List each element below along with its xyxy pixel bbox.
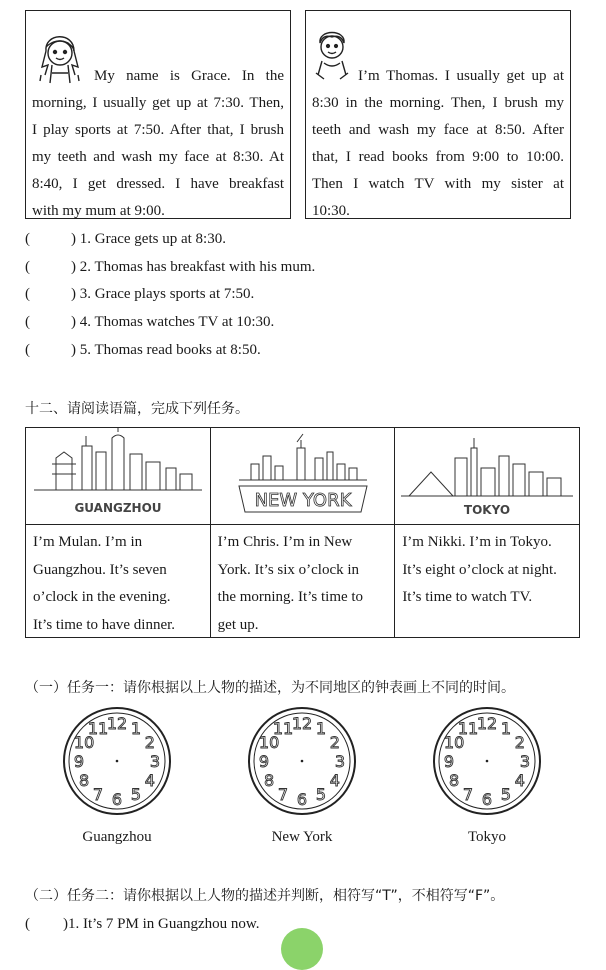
grace-line-2: morning, I usually get up at 7:30. Then, (32, 95, 284, 111)
clock-number: 8 (79, 771, 90, 790)
newyork-line-2: York. It’s six o’clock in (217, 561, 360, 578)
guangzhou-image-cell (26, 428, 211, 525)
task-1-title: （一）任务一：请你根据以上人物的描述，为不同地区的钟表画上不同的时间。 (25, 680, 515, 696)
guangzhou-skyline-icon (26, 428, 210, 524)
newyork-text-cell (210, 525, 395, 638)
clock-label-tokyo: Tokyo (467, 829, 507, 845)
clock-number: 9 (443, 752, 455, 771)
clock-face-icon (432, 706, 542, 816)
clock-number: 11 (87, 719, 109, 739)
newyork-line-4: get up. (217, 616, 259, 633)
clock-number: 2 (514, 733, 525, 752)
clock-number: 4 (514, 771, 525, 790)
grace-line-5: 8:40, I get dressed. I have breakfast (32, 176, 284, 192)
grace-line-3: I play sports at 7:50. After that, I brush (32, 122, 284, 138)
grace-line-4: my teeth and wash my face at 8:30. At (32, 149, 284, 165)
clock-number: 2 (329, 733, 340, 752)
clock-label-newyork: New York (271, 829, 333, 845)
guangzhou-line-1: I’m Mulan. I’m in (33, 534, 143, 550)
newyork-label: NEW YORK (254, 490, 352, 511)
task-2-title: （二）任务二：请你根据以上人物的描述并判断，相符写“T”，不相符写“F”。 (25, 888, 505, 904)
clock-face-icon (62, 706, 172, 816)
newyork-skyline-icon (211, 428, 395, 524)
clock-number: 3 (334, 752, 346, 771)
clock-number: 12 (106, 714, 128, 733)
clock-number: 10 (73, 733, 95, 752)
guangzhou-label: GUANGZHOU (74, 501, 162, 515)
clock-tokyo[interactable] (432, 706, 542, 816)
thomas-line-4: that, I read books from 9:00 to 10:00. (312, 149, 564, 165)
guangzhou-line-4: It’s time to have dinner. (33, 616, 176, 633)
newyork-image-cell (210, 428, 395, 525)
thomas-line-1: I’m Thomas. I usually get up at (358, 68, 564, 84)
tokyo-line-1: I’m Nikki. I’m in Tokyo. (402, 534, 552, 550)
judgement-item-1[interactable]: ( ) 1. Grace gets up at 8:30. (25, 231, 226, 247)
city-table (25, 427, 580, 638)
clock-number: 3 (519, 752, 531, 771)
grace-line-1: My name is Grace. In the (94, 68, 284, 84)
clock-number: 5 (500, 784, 512, 804)
clock-number: 1 (130, 719, 142, 739)
guangzhou-line-3: o’clock in the evening. (33, 589, 171, 605)
clock-number: 6 (111, 790, 123, 809)
clock-number: 9 (73, 752, 85, 771)
page-decoration-circle (281, 928, 323, 970)
tokyo-label: TOKYO (464, 503, 511, 517)
grace-line-6: with my mum at 9:00. (32, 203, 165, 219)
clock-number: 8 (449, 771, 460, 790)
tokyo-line-2: It’s eight o’clock at night. (402, 561, 557, 578)
grace-story-box (25, 10, 291, 219)
judgement-item-5[interactable]: ( ) 5. Thomas read books at 8:50. (25, 342, 261, 358)
tokyo-line-3: It’s time to watch TV. (402, 589, 533, 605)
guangzhou-text-cell (26, 525, 211, 638)
task-2-item-1[interactable]: ( )1. It’s 7 PM in Guangzhou now. (25, 916, 260, 932)
clock-number: 10 (443, 733, 465, 752)
clock-face-icon (247, 706, 357, 816)
clock-number: 7 (462, 784, 474, 804)
clock-number: 10 (258, 733, 280, 752)
clock-number: 11 (272, 719, 294, 739)
clock-number: 8 (264, 771, 275, 790)
clock-number: 12 (291, 714, 313, 733)
clock-number: 4 (144, 771, 155, 790)
clock-number: 7 (92, 784, 104, 804)
clock-number: 11 (457, 719, 479, 739)
tokyo-text-cell (395, 525, 580, 638)
clock-number: 5 (130, 784, 142, 804)
clock-number: 5 (315, 784, 327, 804)
judgement-item-2[interactable]: ( ) 2. Thomas has breakfast with his mum. (25, 259, 316, 275)
guangzhou-line-2: Guangzhou. It’s seven (33, 561, 167, 578)
clock-number: 2 (144, 733, 155, 752)
section-12-title: 十二、请阅读语篇，完成下列任务。 (25, 401, 249, 417)
clock-number: 1 (315, 719, 327, 739)
judgement-item-3[interactable]: ( ) 3. Grace plays sports at 7:50. (25, 286, 255, 302)
clock-number: 6 (481, 790, 493, 809)
girl-avatar-icon (32, 25, 88, 85)
tokyo-image-cell (395, 428, 580, 525)
newyork-line-3: the morning. It’s time to (217, 589, 364, 605)
clock-number: 6 (296, 790, 308, 809)
clock-number: 7 (277, 784, 289, 804)
thomas-line-5: Then I watch TV with my sister at (312, 176, 564, 192)
clock-number: 9 (258, 752, 270, 771)
clock-number: 4 (329, 771, 340, 790)
thomas-line-6: 10:30. (312, 203, 350, 219)
judgement-item-4[interactable]: ( ) 4. Thomas watches TV at 10:30. (25, 314, 275, 330)
clock-number: 12 (476, 714, 498, 733)
thomas-line-2: 8:30 in the morning. Then, I brush my (312, 95, 564, 111)
clock-guangzhou[interactable] (62, 706, 172, 816)
thomas-line-3: teeth and wash my face at 8:50. After (312, 122, 564, 138)
clock-newyork[interactable] (247, 706, 357, 816)
clock-number: 3 (149, 752, 161, 771)
tokyo-skyline-icon (395, 428, 579, 524)
thomas-story-box (305, 10, 571, 219)
newyork-line-1: I’m Chris. I’m in New (217, 534, 353, 550)
clock-number: 1 (500, 719, 512, 739)
clock-label-guangzhou: Guangzhou (82, 829, 152, 845)
boy-avatar-icon (312, 25, 352, 85)
